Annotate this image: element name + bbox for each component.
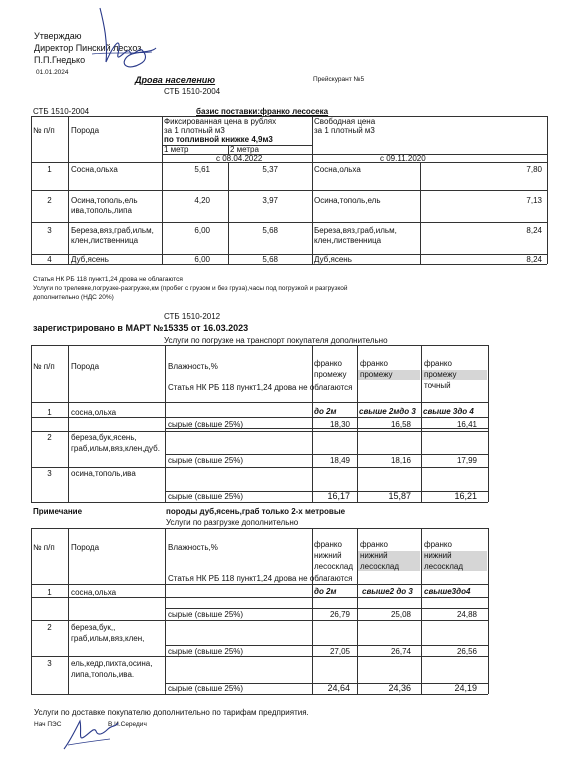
t2-row3-v2: 15,87: [388, 491, 411, 501]
t2-row2-v3: 17,99: [456, 456, 477, 465]
t3-row3-breed-a: ель,кедр,пихта,осина,: [71, 659, 153, 668]
t3-header-vat: Статья НК РБ 118 пункт1,24 дрова не облагаются: [168, 574, 353, 583]
approval-line1: Утверждаю: [34, 31, 82, 41]
t2-row3-breed: осина,тополь,ива: [71, 469, 136, 478]
t2-header-c1a: франко: [314, 359, 342, 368]
t3-row2-v1: 27,05: [329, 647, 350, 656]
t2-dist-1: до 2м: [314, 407, 337, 416]
t3-header-c1a: франко: [314, 540, 342, 549]
t2-row2-v1: 18,49: [329, 456, 350, 465]
t1-header-num: № п/п: [33, 126, 55, 135]
t2-header-c1b: промежу: [314, 370, 347, 379]
t2-header-vat: Статья НК РБ 118 пункт1,24 дрова не облагаются: [168, 383, 353, 392]
t3-row2-v3: 26,56: [456, 647, 477, 656]
t2-row3-humidity: сырые (свыше 25%): [168, 492, 244, 501]
t3-row3-v2: 24,36: [388, 683, 411, 693]
t2-row2-breed-b: граб,ильм,вяз,клен,дуб.: [71, 444, 160, 453]
t1-row4-free: 8,24: [526, 255, 542, 264]
t2-row1-v1: 18,30: [329, 420, 350, 429]
t3-header-c1c: лесосклад: [314, 562, 354, 571]
t1-row1-num: 1: [47, 165, 52, 174]
t2-header-c2a: франко: [360, 359, 388, 368]
t3-row3-humidity: сырые (свыше 25%): [168, 684, 244, 693]
t3-row2-breed-a: береза,бук,,: [71, 623, 116, 632]
t1-row4-p2: 5,68: [262, 255, 278, 264]
t3-row1-v3: 24,88: [456, 610, 477, 619]
t3-dist-2: свыше2 до 3: [362, 587, 413, 596]
t1-row3-free-breed-a: Береза,вяз,граб,ильм,: [314, 226, 397, 235]
t1-row4-num: 4: [47, 255, 52, 264]
t1-header-free1: Свободная цена: [314, 117, 376, 126]
t2-header-humidity: Влажность,%: [168, 362, 218, 371]
footer-delivery: Услуги по доставке покупателю дополнительно по тарифам предприятия.: [34, 708, 309, 717]
t3-header-c3c: лесосклад: [424, 562, 464, 571]
t1-row4-p1: 6,00: [194, 255, 210, 264]
t2-dist-3: свыше 3до 4: [423, 407, 474, 416]
t2-row1-num: 1: [47, 408, 52, 417]
t1-row4-free-breed: Дуб,ясень: [314, 255, 352, 264]
note-services: Услуги по трелевке,погрузке-разгрузке,км (пробег с грузом и без груза),часы под погрузкой и разгрузкой: [33, 285, 348, 292]
t1-row1-p2: 5,37: [262, 165, 278, 174]
t1-row3-free-breed-b: клен,лиственница: [314, 236, 382, 245]
t3-header-breed: Порода: [71, 543, 100, 552]
t1-row2-breed-a: Осина,тополь,ель: [71, 196, 138, 205]
approval-date: 01.01.2024: [36, 69, 69, 76]
t1-row1-p1: 5,61: [194, 165, 210, 174]
t2-header-breed: Порода: [71, 362, 100, 371]
t1-row1-free: 7,80: [526, 165, 542, 174]
t3-row2-humidity: сырые (свыше 25%): [168, 647, 244, 656]
t1-row3-breed-b: клен,лиственница: [71, 236, 139, 245]
t3-dist-3: свыше3до4: [424, 587, 471, 596]
t1-header-fixed3: по топливной книжке 4,9м3: [164, 135, 273, 144]
t3-row3-breed-b: липа,тополь,ива.: [71, 670, 135, 679]
t2-row1-v3: 16,41: [456, 420, 477, 429]
t1-row2-breed-b: ива,тополь,липа: [71, 206, 132, 215]
t1-header-fixed1: Фиксированная цена в рублях: [164, 117, 277, 126]
t2-header-c2b: промежу: [360, 370, 393, 379]
t3-row3-v1: 24,64: [327, 683, 350, 693]
mid-services-load: Услуги по погрузке на транспорт покупателя дополнительно: [164, 336, 388, 345]
t2-header-c3b: промежу: [424, 370, 457, 379]
t2-row1-breed: сосна,ольха: [71, 408, 117, 417]
t3-header-humidity: Влажность,%: [168, 543, 218, 552]
t3-dist-1: до 2м: [314, 587, 337, 596]
price-list-number: Прейскурант №5: [313, 76, 365, 83]
approval-line2: Директор Пинский лесхоз: [34, 43, 142, 53]
t3-header-c2b: нижний: [360, 551, 388, 560]
footer-name: В.И.Середич: [108, 721, 147, 728]
t2-header-c3c: точный: [424, 381, 451, 390]
t1-row2-p1: 4,20: [194, 196, 210, 205]
t3-row2-breed-b: граб,ильм,вяз,клен,: [71, 634, 145, 643]
t1-row3-p2: 5,68: [262, 226, 278, 235]
footer-role: Нач ПЭС: [34, 721, 62, 728]
approval-line3: П.П.Гнедько: [34, 55, 86, 65]
t1-row2-num: 2: [47, 196, 52, 205]
t2-header-num: № п/п: [33, 362, 55, 371]
t3-row1-humidity: сырые (свыше 25%): [168, 610, 244, 619]
mid-std: СТБ 1510-2012: [164, 312, 221, 321]
director-signature: [70, 4, 160, 76]
t2-row2-v2: 18,16: [390, 456, 411, 465]
t1-date-free: с 09.11.2020: [380, 154, 426, 163]
t2-row3-num: 3: [47, 469, 52, 478]
t1-std: СТБ 1510-2004: [33, 107, 90, 116]
price-std: СТБ 1510-2004: [164, 87, 221, 96]
t3-row1-v1: 26,79: [329, 610, 350, 619]
mid-registered: зарегистрировано в МАРТ №15335 от 16.03.2023: [33, 323, 249, 333]
t1-date-fixed: с 08.04.2022: [216, 154, 263, 163]
t1-row2-free: 7,13: [526, 196, 542, 205]
t3-header-c1b: нижний: [314, 551, 342, 560]
t3-row2-v2: 26,74: [390, 647, 411, 656]
t2-row2-humidity: сырые (свыше 25%): [168, 456, 244, 465]
t3-header-c3b: нижний: [424, 551, 452, 560]
services-unload: Услуги по разгрузке дополнительно: [166, 518, 299, 527]
footer-signature: [60, 715, 122, 755]
t1-header-1m: 1 метр: [164, 145, 189, 154]
t2-row1-v2: 16,58: [390, 420, 411, 429]
t1-row3-num: 3: [47, 226, 52, 235]
t3-header-c2c: лесосклад: [360, 562, 400, 571]
t3-row3-v3: 24,19: [454, 683, 477, 693]
t2-row3-v1: 16,17: [327, 491, 350, 501]
t1-row1-breed: Сосна,ольха: [71, 165, 118, 174]
t2-row1-humidity: сырые (свыше 25%): [168, 420, 244, 429]
t2-row2-breed-a: береза,бук,ясень,: [71, 433, 137, 442]
t2-dist-2: свыше 2мдо 3: [359, 407, 416, 416]
t2-header-c3a: франко: [424, 359, 452, 368]
t3-row1-v2: 25,08: [390, 610, 411, 619]
t2-row3-v3: 16,21: [454, 491, 477, 501]
t3-header-num: № п/п: [33, 543, 55, 552]
t3-row1-num: 1: [47, 588, 52, 597]
t1-header-2m: 2 метра: [230, 145, 259, 154]
note-label: Примечание: [33, 507, 83, 516]
note-vat20: дополнительно (НДС 20%): [33, 294, 114, 301]
t3-row3-num: 3: [47, 659, 52, 668]
t1-row4-breed: Дуб,ясень: [71, 255, 109, 264]
note-text: породы дуб,ясень,граб только 2-х метровые: [166, 507, 346, 516]
t1-row2-p2: 3,97: [262, 196, 278, 205]
t3-row2-num: 2: [47, 623, 52, 632]
t1-header-fixed2: за 1 плотный м3: [164, 126, 225, 135]
t1-row3-free: 8,24: [526, 226, 542, 235]
t1-row1-free-breed: Сосна,ольха: [314, 165, 361, 174]
t3-header-c2a: франко: [360, 540, 388, 549]
t1-row3-breed-a: Береза,вяз,граб,ильм,: [71, 226, 154, 235]
t1-row3-p1: 6,00: [194, 226, 210, 235]
t3-header-c3a: франко: [424, 540, 452, 549]
t1-header-breed: Порода: [71, 126, 100, 135]
t1-row2-free-breed: Осина,тополь,ель: [314, 196, 381, 205]
note-vat: Статья НК РБ 118 пункт1,24 дрова не облагаются: [33, 276, 183, 283]
t1-header-free2: за 1 плотный м3: [314, 126, 375, 135]
price-title: Дрова населению: [135, 75, 216, 85]
t3-row1-breed: сосна,ольха: [71, 588, 117, 597]
t1-basis: базис поставки:франко лесосека: [196, 107, 329, 116]
t2-row2-num: 2: [47, 433, 52, 442]
